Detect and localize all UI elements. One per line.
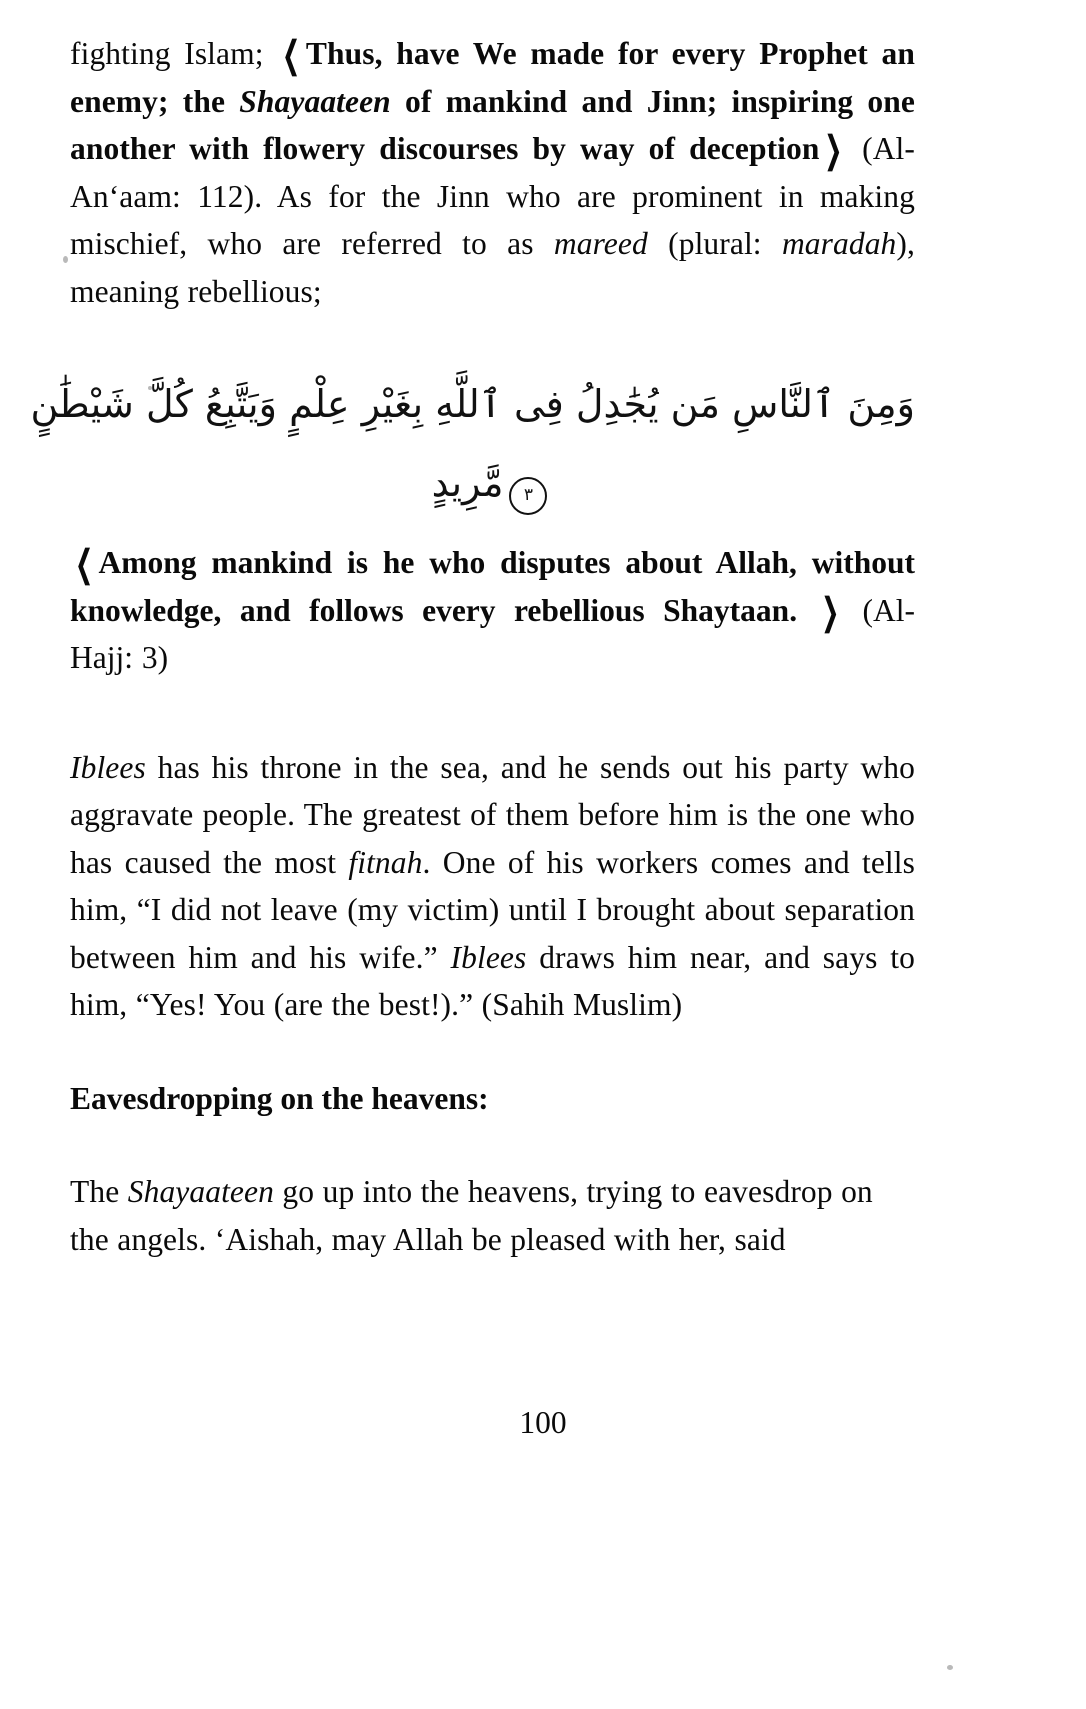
ayah-number-marker-icon: ٣ — [509, 477, 547, 515]
intro-citation: (Al-An‘aam: 112). As for the Jinn who are prominent in making mischief, who are referred to as — [70, 131, 915, 261]
iblees-text-2: . One of his workers comes and tells him, “I did not leave (my victim) until I brought about separation between him and his wife.” — [70, 844, 915, 975]
intro-quote-part1: Thus, have We made for every Prophet an enemy; the — [70, 36, 915, 119]
iblees-text-1: has his throne in the sea, and he sends out his party who aggravate people. The greatest of them before him is the one who has caused the most — [70, 749, 915, 880]
spacer — [70, 1122, 915, 1168]
arabic-verse-line-1: وَمِنَ ٱلنَّاسِ مَن يُجَٰدِلُ فِى ٱللَّهِ بِغَيْرِ عِلْمٍ وَيَتَّبِعُ كُلَّ شَيْطَٰنٍ — [30, 382, 915, 426]
spacer — [70, 519, 915, 539]
intro-tail-text: ), meaning rebellious; — [70, 226, 915, 309]
eavesdrop-italic-term-shayaateen: Shayaateen — [127, 1174, 274, 1209]
intro-lead-text: fighting Islam; — [70, 36, 278, 71]
paragraph-intro: fighting Islam; ❬Thus, have We made for every Prophet an enemy; the Shayaateen of mankind and Jinn; inspiring one another with flowery discourses by way of deception❭ (Al-An‘aam: 112). As for the Jinn who are prominent in making mischief, who are referred to as mareed (plural: maradah), meaning rebellious; — [70, 35, 915, 309]
iblees-text-3: draws him near, and says to him, “Yes! You (are the best!).” (Sahih Muslim) — [70, 939, 915, 1022]
verse-translation-text: Among mankind is he who disputes about Allah, without knowledge, and follows every rebellious Shaytaan. — [70, 545, 915, 628]
intro-quote-part2: of mankind and Jinn; inspiring one another with flowery discourses by way of deception — [70, 83, 915, 166]
paragraph-iblees — [70, 744, 915, 1029]
arabic-verse-line-2 — [70, 447, 915, 519]
intro-italic-term-maradah: maradah — [781, 226, 897, 261]
arabic-verse-block — [30, 361, 915, 519]
section-heading-eavesdropping: Eavesdropping on the heavens: — [70, 1080, 489, 1116]
eavesdrop-text-1: The — [70, 1174, 128, 1209]
verse-translation-citation: (Al- Hajj: 3) — [70, 592, 915, 675]
page-content — [30, 30, 915, 1263]
arabic-verse-line-2-text: مَّرِيدٍ — [431, 461, 504, 505]
intro-mid-text: (plural: — [647, 226, 782, 261]
paragraph-eavesdropping — [70, 1168, 915, 1263]
page-number: 100 — [519, 1405, 567, 1440]
intro-italic-term-mareed: mareed — [553, 226, 648, 261]
spacer — [70, 315, 915, 361]
iblees-italic-term-fitnah: fitnah — [348, 844, 423, 880]
spacer — [70, 682, 915, 744]
iblees-italic-lead: Iblees — [70, 749, 146, 785]
scan-speck — [63, 256, 68, 263]
spacer — [70, 1029, 915, 1075]
intro-quote-italic: Shayaateen — [239, 83, 391, 119]
scan-speck — [947, 1665, 953, 1670]
eavesdrop-text-2: go up into the heavens, trying to eavesdrop on the angels. ‘Aishah, may Allah be pleased with her, said — [70, 1174, 873, 1257]
iblees-italic-term-iblees: Iblees — [450, 939, 527, 975]
verse-translation: ❬Among mankind is he who disputes about Allah, without knowledge, and follows every rebellious Shaytaan. ❭ (Al- Hajj: 3) — [70, 544, 915, 675]
